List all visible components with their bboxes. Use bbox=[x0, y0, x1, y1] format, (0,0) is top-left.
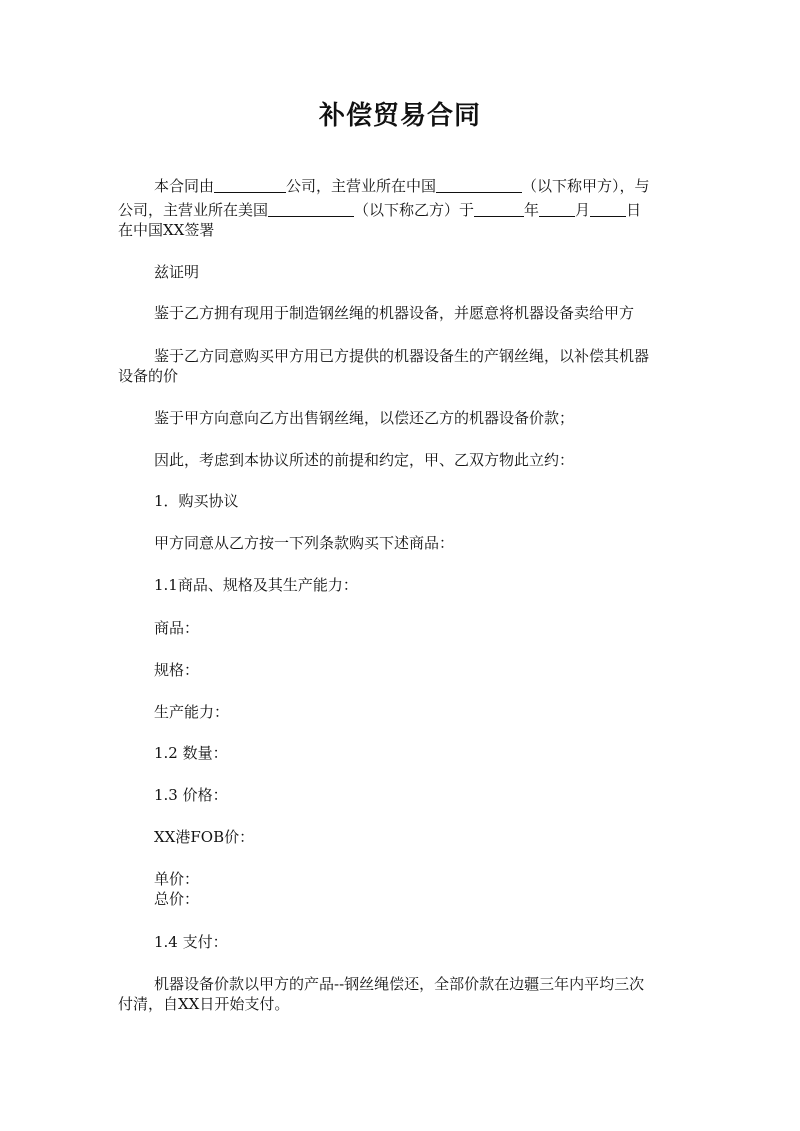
blank-address-a bbox=[436, 176, 522, 193]
section-1-2-quantity: 1.2 数量： bbox=[154, 744, 228, 762]
blank-month bbox=[539, 200, 575, 217]
total-price-label: 总价： bbox=[154, 890, 200, 908]
section-1-3-price: 1.3 价格： bbox=[154, 786, 228, 804]
intro-text: （以下称甲方），与 bbox=[522, 177, 650, 195]
intro-text: 公司，主营业所在美国 bbox=[118, 201, 269, 219]
section-1-4-payment: 1.4 支付： bbox=[154, 933, 228, 951]
payment-line-2: 付清，自XX日开始支付。 bbox=[118, 995, 290, 1013]
intro-paragraph bbox=[118, 176, 688, 196]
recital-1: 鉴于乙方拥有现用于制造钢丝绳的机器设备，并愿意将机器设备卖给甲方 bbox=[154, 304, 635, 322]
unit-price-label: 单价： bbox=[154, 870, 200, 888]
intro-text: （以下称乙方）于 bbox=[354, 201, 475, 219]
recital-4: 因此，考虑到本协议所述的前提和约定，甲、乙双方物此立约： bbox=[154, 451, 575, 469]
fob-price-label: XX港FOB价： bbox=[154, 828, 255, 846]
intro-paragraph-cont bbox=[118, 200, 688, 240]
intro-line-1 bbox=[118, 176, 688, 196]
blank-year bbox=[474, 200, 524, 217]
recital-2-line-2: 设备的价 bbox=[118, 367, 179, 385]
section-1-text: 甲方同意从乙方按一下列条款购买下述商品： bbox=[154, 534, 455, 552]
intro-line-2 bbox=[118, 200, 688, 220]
blank-company-a bbox=[214, 176, 286, 193]
spec-label: 规格： bbox=[154, 661, 200, 679]
payment-paragraph bbox=[118, 974, 688, 1014]
witness-text: 兹证明 bbox=[154, 263, 200, 281]
section-1-1-heading: 1.1商品、规格及其生产能力： bbox=[154, 576, 358, 594]
intro-text: 公司，主营业所在中国 bbox=[286, 177, 437, 195]
intro-text: 本合同由 bbox=[154, 177, 215, 195]
section-1-heading: 1．购买协议 bbox=[154, 492, 239, 510]
blank-address-b bbox=[268, 200, 354, 217]
blank-day bbox=[590, 200, 626, 217]
goods-label: 商品： bbox=[154, 619, 200, 637]
intro-line-3: 在中国XX签署 bbox=[118, 221, 215, 239]
intro-text: 月 bbox=[575, 201, 591, 219]
capacity-label: 生产能力： bbox=[154, 703, 230, 721]
recital-3: 鉴于甲方向意向乙方出售钢丝绳，以偿还乙方的机器设备价款； bbox=[154, 409, 575, 427]
payment-line-1: 机器设备价款以甲方的产品--钢丝绳偿还，全部价款在边疆三年内平均三次 bbox=[154, 975, 645, 993]
document-title: 补偿贸易合同 bbox=[318, 101, 481, 131]
recital-2-line-1: 鉴于乙方同意购买甲方用已方提供的机器设备生的产钢丝绳，以补偿其机器 bbox=[154, 347, 650, 365]
intro-text: 年 bbox=[524, 201, 540, 219]
intro-text: 日 bbox=[626, 201, 642, 219]
recital-2 bbox=[118, 346, 688, 386]
